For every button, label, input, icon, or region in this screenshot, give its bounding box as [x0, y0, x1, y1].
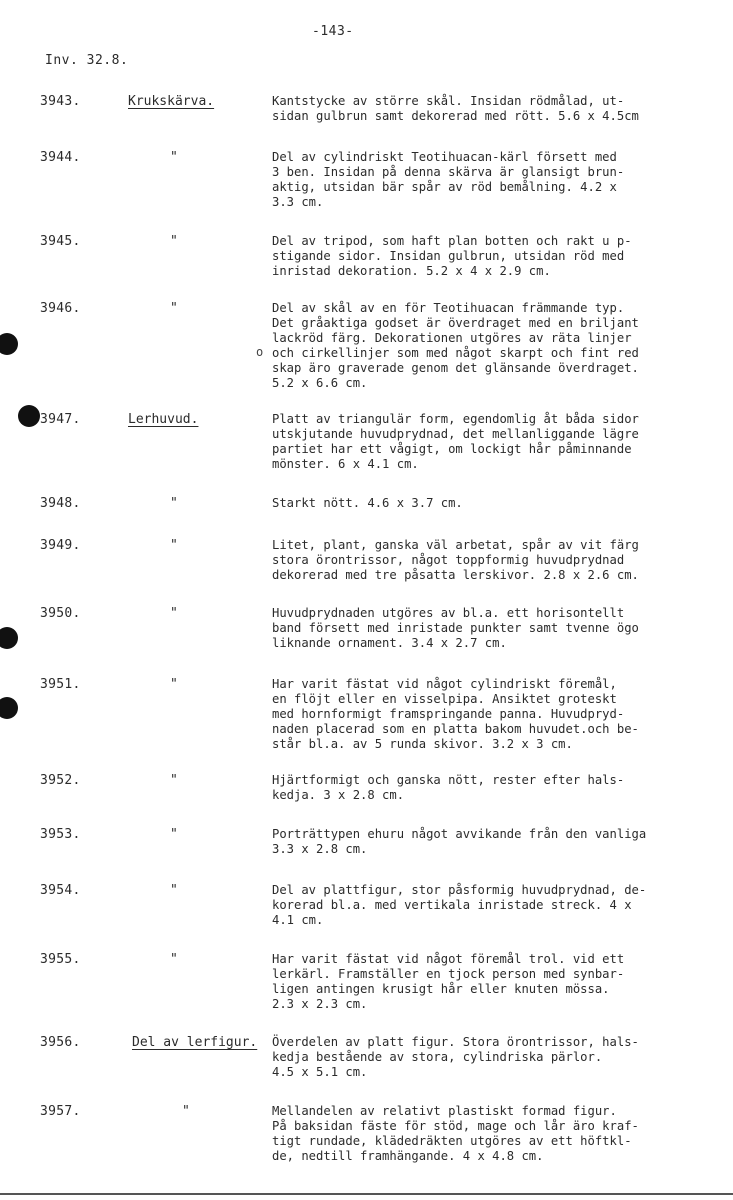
punch-hole	[0, 627, 18, 649]
entry-description: Litet, plant, ganska väl arbetat, spår av vit färg stora örontrissor, något toppformig huvudprydnad dekorerad med tre påsatta lerskivor. 2.8 x 2.6 cm.	[272, 538, 639, 582]
entry-number: 3954.	[40, 883, 81, 898]
ditto-mark: "	[170, 496, 178, 511]
inventory-reference: Inv. 32.8.	[45, 53, 129, 68]
entry-description: Del av cylindriskt Teotihuacan-kärl försett med 3 ben. Insidan på denna skärva är glansigt brun- aktig, utsidan bär spår av röd bemålning. 4.2 x 3.3 cm.	[272, 150, 625, 209]
entry-number: 3956.	[40, 1035, 81, 1050]
entry-number: 3950.	[40, 606, 81, 621]
entry-number: 3951.	[40, 677, 81, 692]
entry-description: Huvudprydnaden utgöres av bl.a. ett horisontellt band försett med inristade punkter samt tvenne ögo liknande ornament. 3.4 x 2.7 cm.	[272, 606, 639, 650]
ditto-mark: "	[170, 773, 178, 788]
ditto-mark: "	[170, 150, 178, 165]
entry-number: 3953.	[40, 827, 81, 842]
entry-category: Krukskärva.	[128, 94, 215, 109]
entry-number: 3957.	[40, 1104, 81, 1119]
entry-category: Del av lerfigur.	[132, 1035, 258, 1050]
ditto-mark: "	[170, 301, 178, 316]
margin-mark: o	[256, 345, 264, 359]
ditto-mark: "	[170, 883, 178, 898]
entry-description: Överdelen av platt figur. Stora örontrissor, hals- kedja bestående av stora, cylindriska pärlor. 4.5 x 5.1 cm.	[272, 1035, 639, 1079]
ditto-mark: "	[170, 606, 178, 621]
entry-number: 3946.	[40, 301, 81, 316]
entry-description: Del av plattfigur, stor påsformig huvudprydnad, de- korerad bl.a. med vertikala inristade streck. 4 x 4.1 cm.	[272, 883, 647, 927]
ditto-mark: "	[170, 952, 178, 967]
bottom-rule	[0, 1193, 733, 1195]
entry-description: Hjärtformigt och ganska nött, rester efter hals- kedja. 3 x 2.8 cm.	[272, 773, 625, 802]
entry-number: 3945.	[40, 234, 81, 249]
entry-number: 3948.	[40, 496, 81, 511]
ditto-mark: "	[170, 538, 178, 553]
entry-description: Platt av triangulär form, egendomlig åt båda sidor utskjutande huvudprydnad, det mellanliggande lägre partiet har ett vågigt, om lockigt hår påminnande mönster. 6 x 4.1 cm.	[272, 412, 639, 471]
entry-description: Mellandelen av relativt plastiskt formad figur. På baksidan fäste för stöd, mage och lår äro kraf- tigt rundade, klädedräkten utgöres av ett höftkl- de, nedtill framhängande. 4 x 4.8 cm.	[272, 1104, 639, 1163]
punch-hole	[18, 405, 40, 427]
page-number: -143-	[312, 24, 354, 39]
entry-description: Porträttypen ehuru något avvikande från den vanliga 3.3 x 2.8 cm.	[272, 827, 647, 856]
entry-number: 3952.	[40, 773, 81, 788]
entry-number: 3949.	[40, 538, 81, 553]
entry-number: 3943.	[40, 94, 81, 109]
punch-hole	[0, 333, 18, 355]
entry-description: Del av tripod, som haft plan botten och rakt u p- stigande sidor. Insidan gulbrun, utsidan röd med inristad dekoration. 5.2 x 4 x 2.9 cm.	[272, 234, 632, 278]
ditto-mark: "	[170, 677, 178, 692]
entry-description: Har varit fästat vid något cylindriskt föremål, en flöjt eller en visselpipa. Ansiktet groteskt med hornformigt framspringande panna. Huvudpryd- naden placerad som en platta bakom huvudet.och be- står bl.a. av 5 runda skivor. 3.2 x 3 cm.	[272, 677, 639, 751]
ditto-mark: "	[182, 1104, 190, 1119]
punch-hole	[0, 697, 18, 719]
entry-description: Kantstycke av större skål. Insidan rödmålad, ut- sidan gulbrun samt dekorerad med rött. 5.6 x 4.5cm	[272, 94, 639, 123]
entry-description: Del av skål av en för Teotihuacan främmande typ. Det gråaktiga godset är överdraget med en briljant lackröd färg. Dekorationen utgöres av räta linjer och cirkellinjer som med något skarpt och fint red skap äro graverade genom det glänsande överdraget. 5.2 x 6.6 cm.	[272, 301, 639, 390]
entry-number: 3944.	[40, 150, 81, 165]
entry-description: Starkt nött. 4.6 x 3.7 cm.	[272, 496, 463, 510]
ditto-mark: "	[170, 234, 178, 249]
entry-description: Har varit fästat vid något föremål trol. vid ett lerkärl. Framställer en tjock person med synbar- ligen antingen krusigt hår eller knuten mössa. 2.3 x 2.3 cm.	[272, 952, 625, 1011]
entry-category: Lerhuvud.	[128, 412, 199, 427]
entry-number: 3947.	[40, 412, 81, 427]
entry-number: 3955.	[40, 952, 81, 967]
ditto-mark: "	[170, 827, 178, 842]
